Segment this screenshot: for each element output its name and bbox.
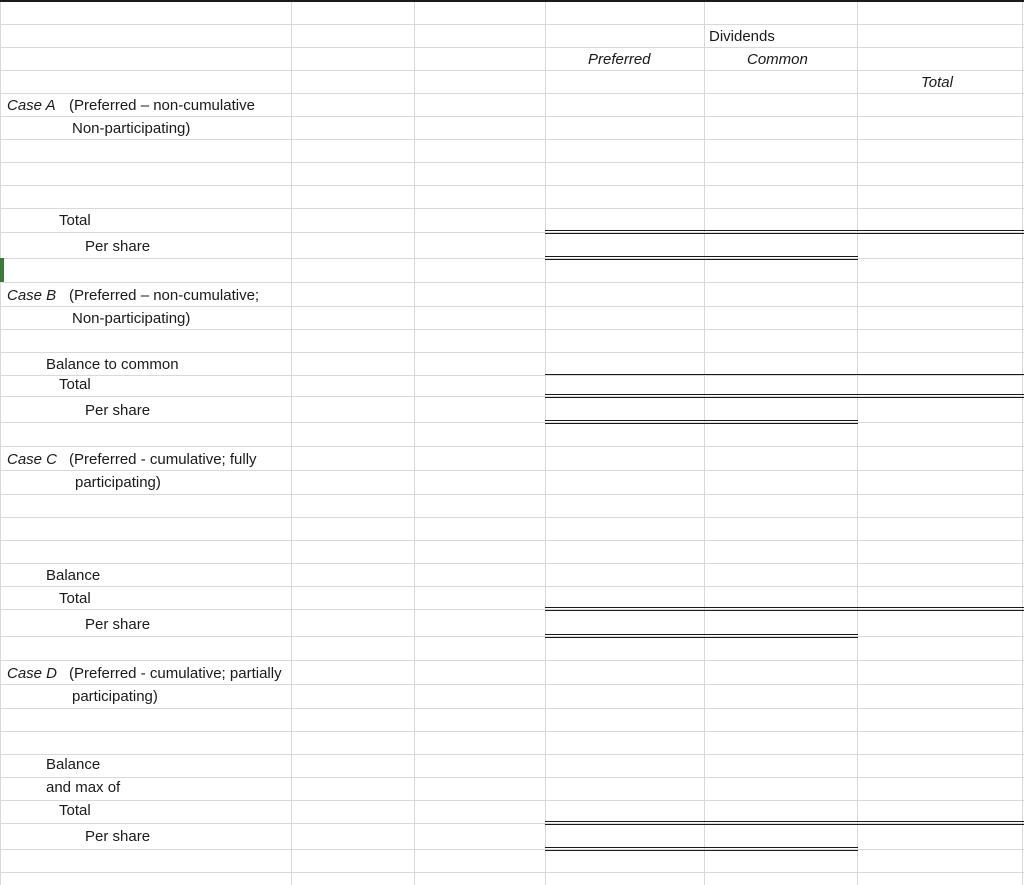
case-d-desc-line1: (Preferred - cumulative; partially xyxy=(69,665,282,682)
case-a-label: Case A xyxy=(7,97,56,114)
case-d-balance-label: Balance xyxy=(46,756,101,773)
case-c-pershare-label: Per share xyxy=(85,616,151,633)
case-d-pershare-label: Per share xyxy=(85,828,151,845)
case-b-pershare-label: Per share xyxy=(85,402,151,419)
case-a-total-label: Total xyxy=(59,212,91,229)
header-common: Common xyxy=(747,51,808,68)
case-b-total-label: Total xyxy=(59,376,91,393)
case-a-desc-line1: (Preferred – non-cumulative xyxy=(69,97,255,114)
case-a-pershare-label: Per share xyxy=(85,238,151,255)
case-b-desc-line2: Non-participating) xyxy=(72,310,191,327)
case-c-desc-line2: participating) xyxy=(75,474,161,491)
top-border xyxy=(0,0,1024,2)
case-b-label: Case B xyxy=(7,287,57,304)
case-d-label: Case D xyxy=(7,665,58,682)
case-c-balance-label: Balance xyxy=(46,567,101,584)
case-b-desc-line1: (Preferred – non-cumulative; xyxy=(69,287,260,304)
case-d-maxof-label: and max of xyxy=(46,779,121,796)
header-preferred: Preferred xyxy=(588,51,651,68)
case-d-total-label: Total xyxy=(59,802,91,819)
row-selection-marker xyxy=(0,258,4,282)
case-c-label: Case C xyxy=(7,451,58,468)
header-total: Total xyxy=(921,74,953,91)
case-c-total-label: Total xyxy=(59,590,91,607)
case-b-balance-label: Balance to common xyxy=(46,356,179,373)
header-dividends: Dividends xyxy=(709,28,775,45)
case-d-desc-line2: participating) xyxy=(72,688,158,705)
case-c-desc-line1: (Preferred - cumulative; fully xyxy=(69,451,257,468)
case-a-desc-line2: Non-participating) xyxy=(72,120,191,137)
